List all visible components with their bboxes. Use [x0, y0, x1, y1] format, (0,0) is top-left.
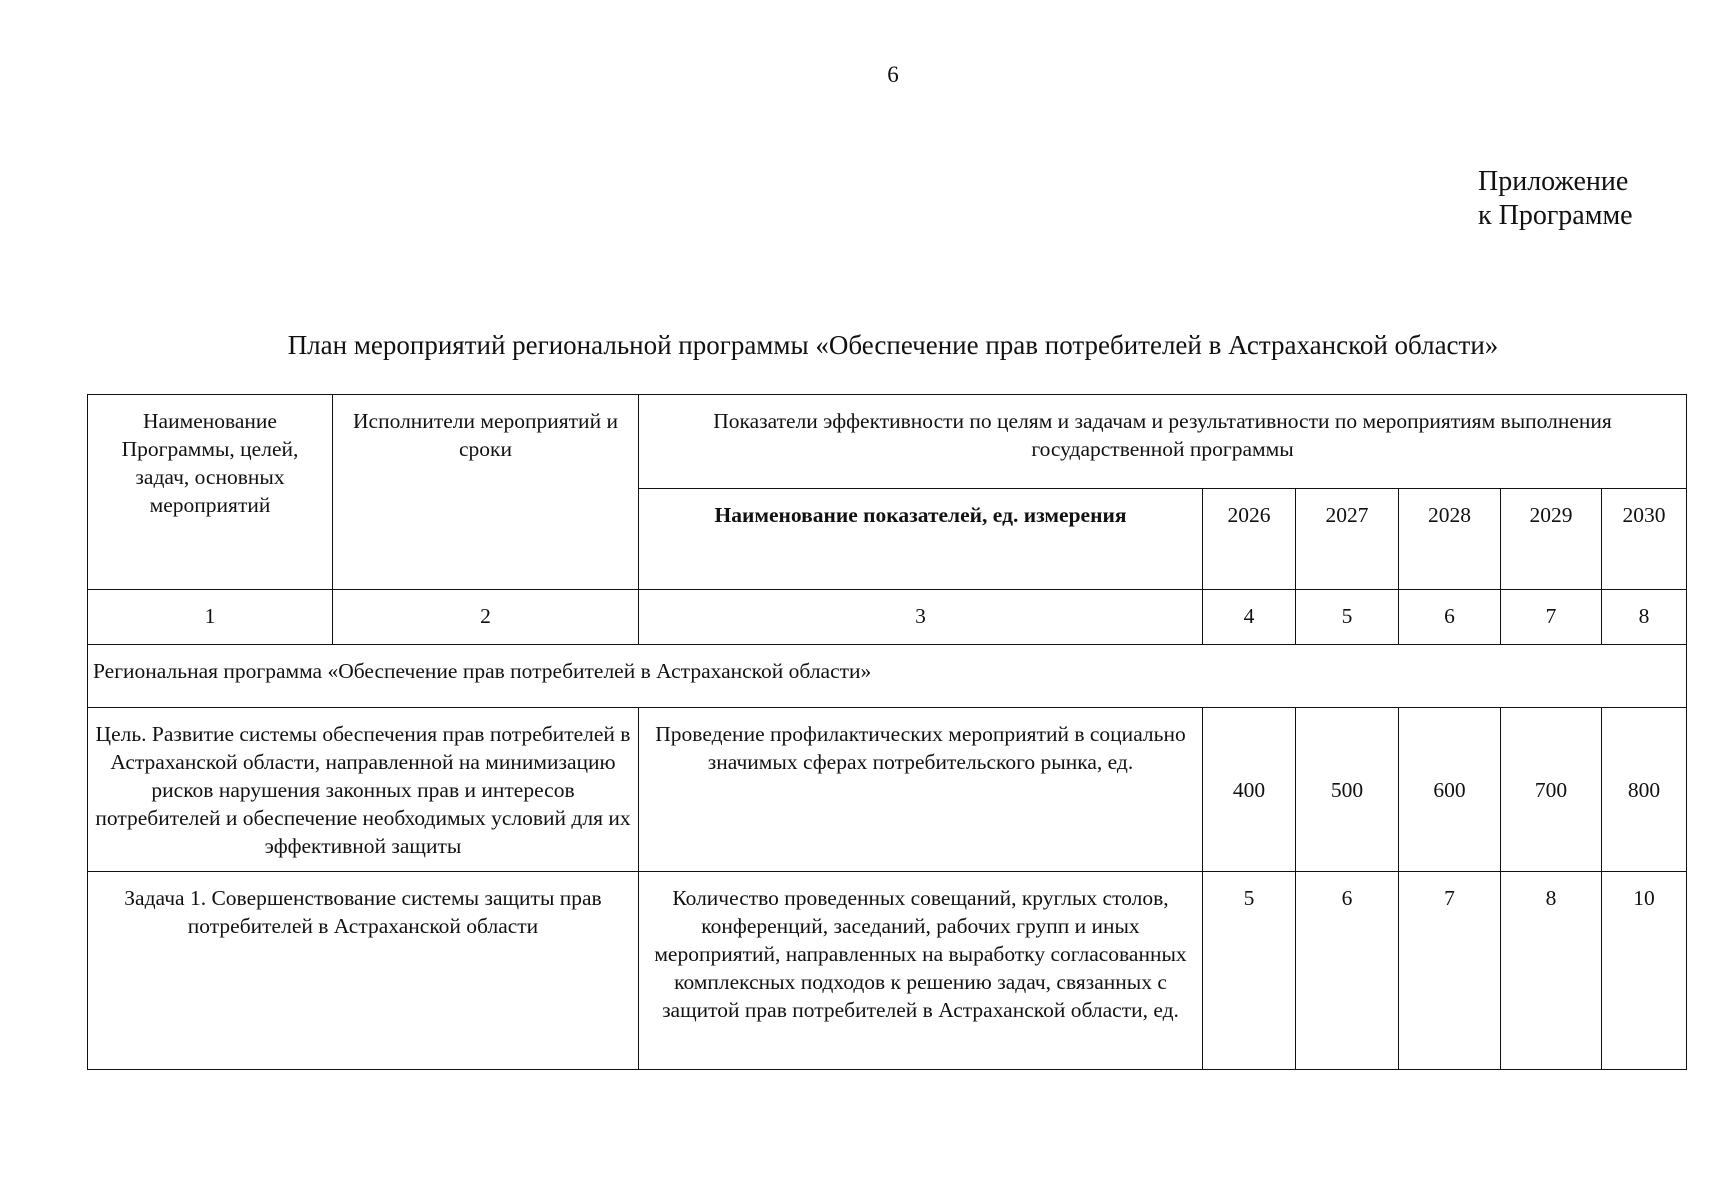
value-cell: 400: [1203, 708, 1296, 872]
value-cell: 800: [1602, 708, 1687, 872]
header-col-executors: Исполнители мероприятий и сроки: [333, 395, 639, 590]
appendix-line-2: к Программе: [1478, 200, 1633, 231]
header-year: 2027: [1296, 489, 1399, 590]
header-col-name: Наименование Программы, целей, задач, основных мероприятий: [88, 395, 333, 590]
header-indicators-group: Показатели эффективности по целям и задачам и результативности по мероприятиям выполнения государственной программы: [639, 395, 1687, 489]
value-cell: 8: [1501, 872, 1602, 1070]
value-cell: 700: [1501, 708, 1602, 872]
column-number: 3: [639, 590, 1203, 645]
column-number: 6: [1399, 590, 1501, 645]
appendix-note: [1478, 165, 1633, 233]
value-cell: 6: [1296, 872, 1399, 1070]
document-title: План мероприятий региональной программы «Обеспечение прав потребителей в Астраханской области»: [287, 330, 1499, 360]
indicator-cell: Количество проведенных совещаний, круглых столов, конференций, заседаний, рабочих групп и иных мероприятий, направленных на выработку согласованных комплексных подходов к решению задач, связанных с защитой прав потребителей в Астраханской области, ед.: [639, 872, 1203, 1070]
goal-name-cell: Цель. Развитие системы обеспечения прав потребителей в Астраханской области, направленной на минимизацию рисков нарушения законных прав и интересов потребителей и обеспечение необходимых условий для их эффективной защиты: [88, 708, 639, 872]
header-year: 2029: [1501, 489, 1602, 590]
task-name-cell: Задача 1. Совершенствование системы защиты прав потребителей в Астраханской области: [88, 872, 639, 1070]
header-year: 2028: [1399, 489, 1501, 590]
value-cell: 600: [1399, 708, 1501, 872]
program-row: [88, 645, 1687, 708]
column-number: 5: [1296, 590, 1399, 645]
value-cell: 5: [1203, 872, 1296, 1070]
column-number: 8: [1602, 590, 1687, 645]
column-number: 4: [1203, 590, 1296, 645]
table-row: [88, 708, 1687, 872]
indicator-cell: Проведение профилактических мероприятий в социально значимых сферах потребительского рынка, ед.: [639, 708, 1203, 872]
plan-table: [87, 394, 1687, 1070]
table-row: [88, 872, 1687, 1070]
column-number: 7: [1501, 590, 1602, 645]
header-year: 2026: [1203, 489, 1296, 590]
program-title-cell: Региональная программа «Обеспечение прав потребителей в Астраханской области»: [88, 645, 1687, 708]
header-year: 2030: [1602, 489, 1687, 590]
appendix-line-1: Приложение: [1478, 166, 1629, 197]
value-cell: 10: [1602, 872, 1687, 1070]
column-number: 2: [333, 590, 639, 645]
header-row-1: [88, 395, 1687, 489]
value-cell: 500: [1296, 708, 1399, 872]
column-numbers-row: [88, 590, 1687, 645]
column-number: 1: [88, 590, 333, 645]
page-number: 6: [887, 62, 899, 87]
value-cell: 7: [1399, 872, 1501, 1070]
header-indicator-name: Наименование показателей, ед. измерения: [639, 489, 1203, 590]
